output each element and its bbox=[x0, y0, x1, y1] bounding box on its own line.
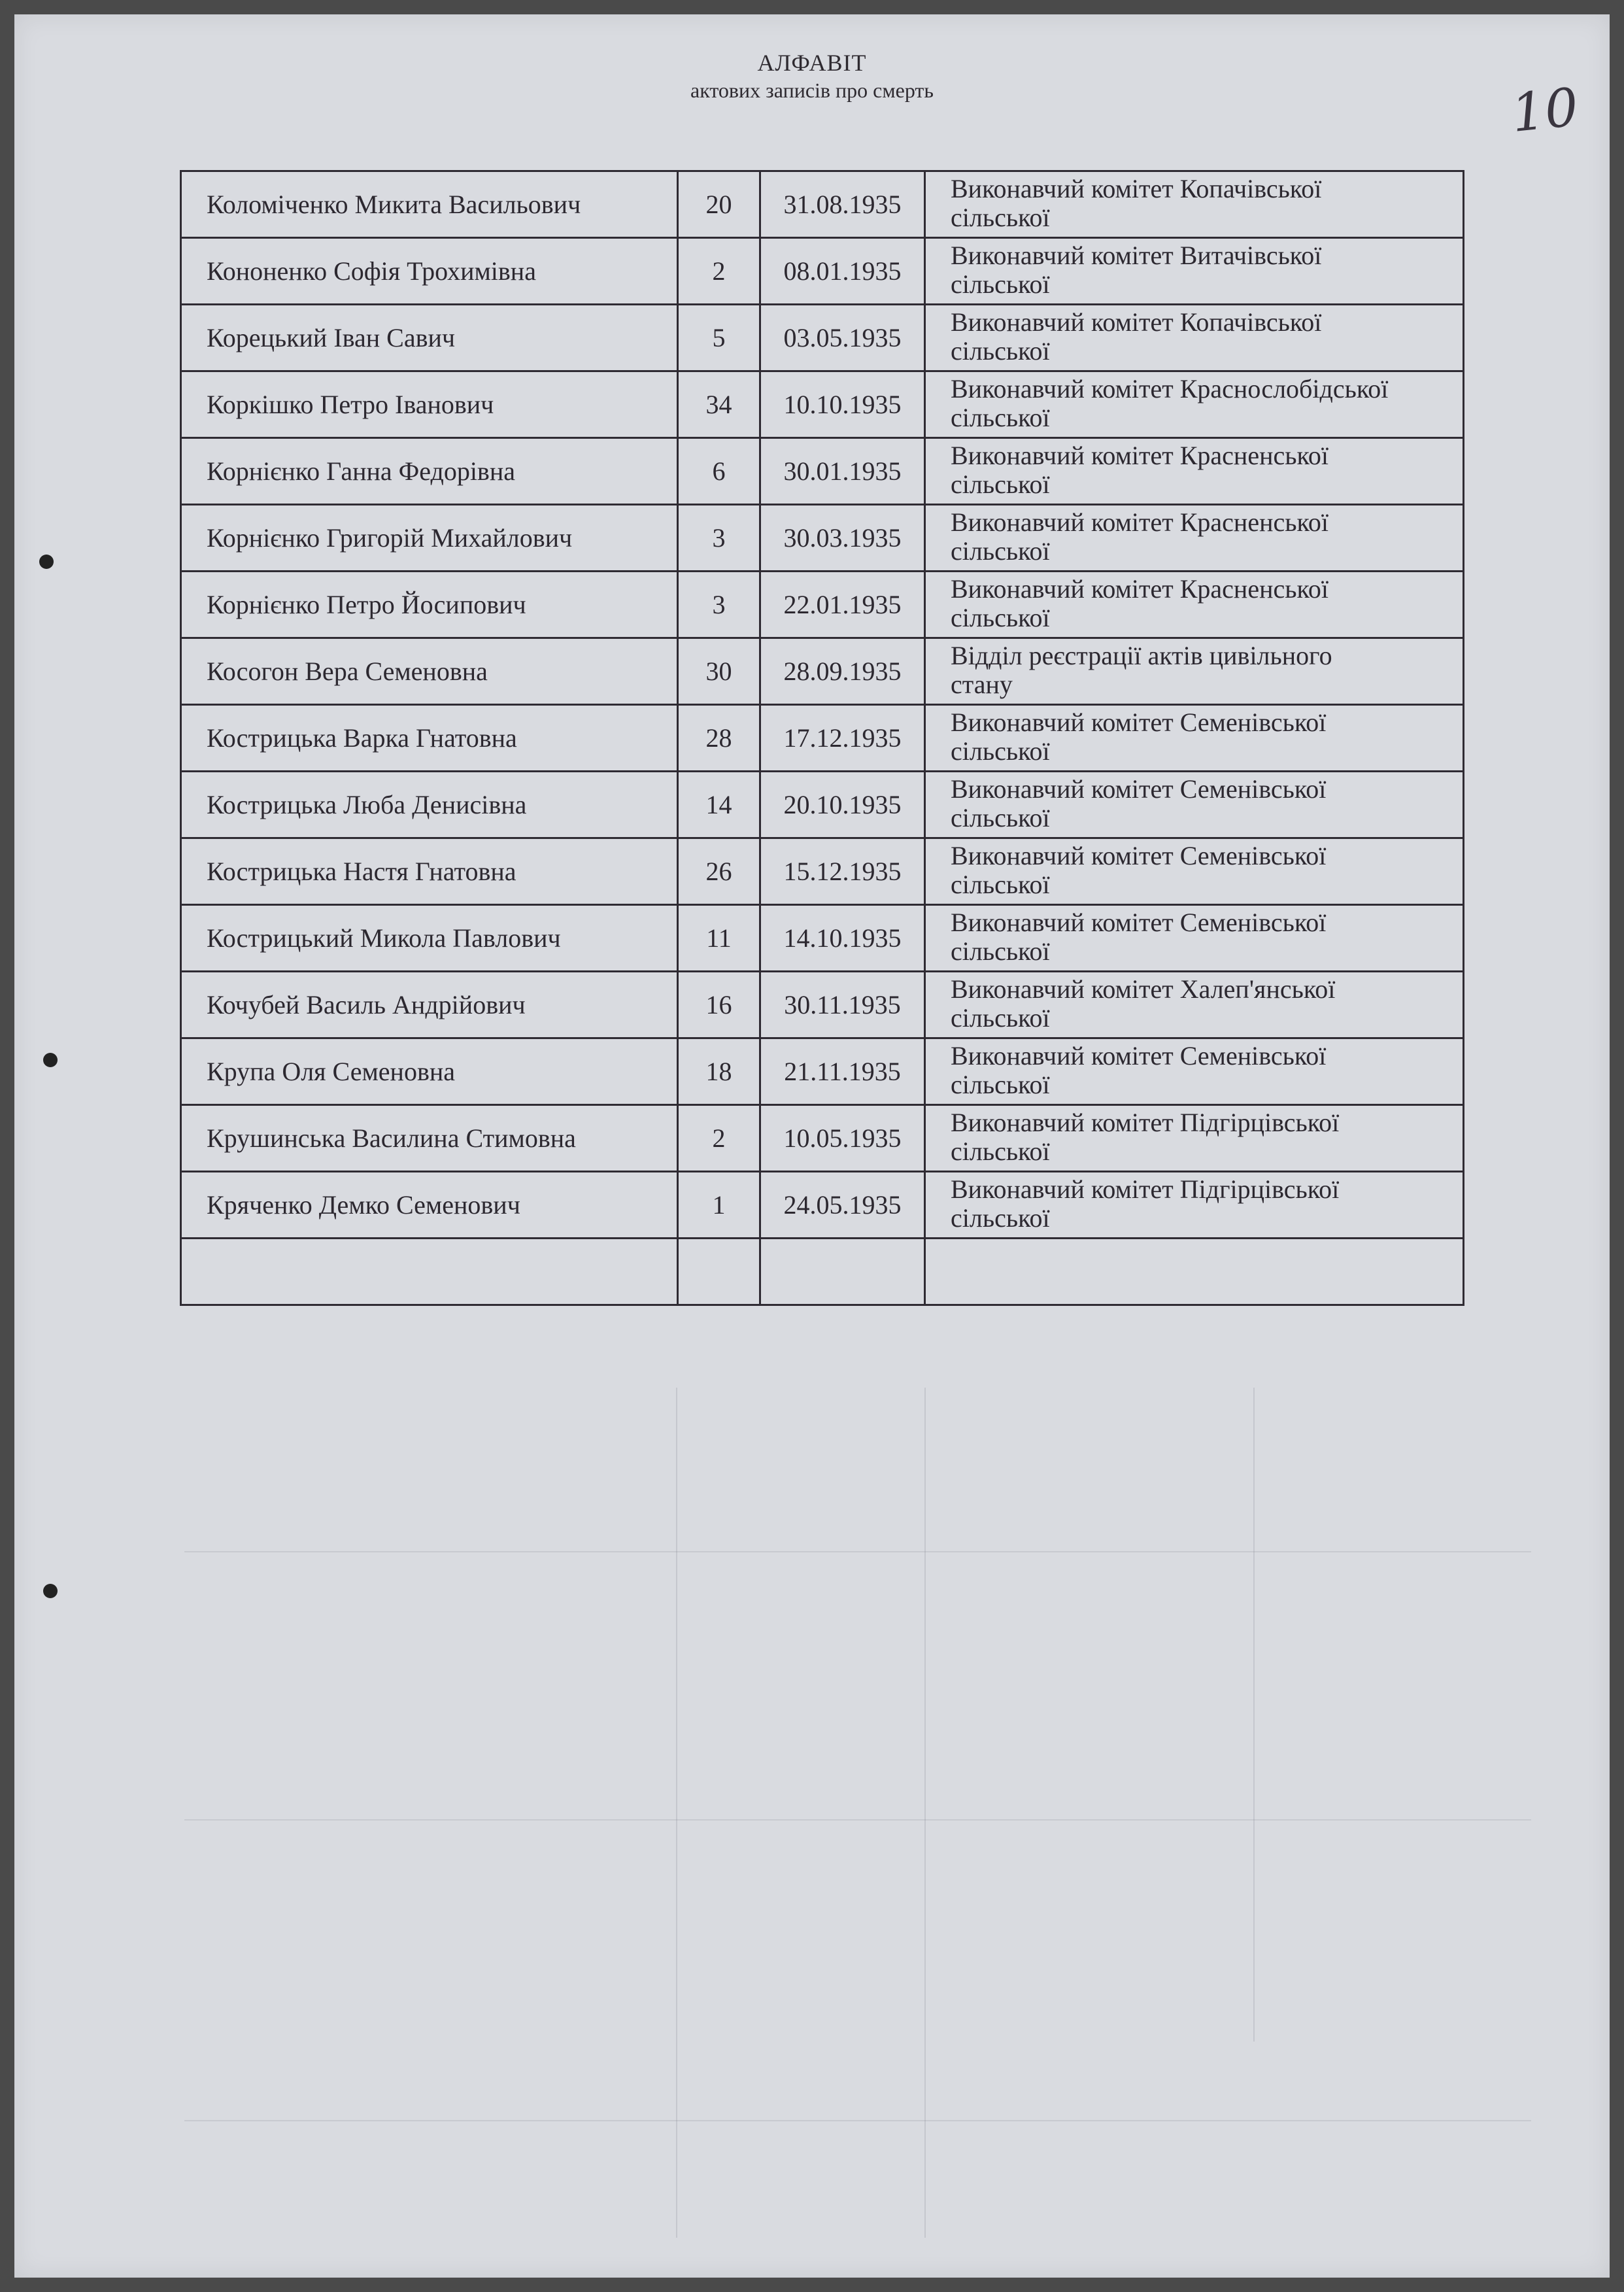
office-line-2: сільської bbox=[951, 1137, 1050, 1166]
record-number: 1 bbox=[678, 1172, 760, 1239]
table-row bbox=[181, 838, 1464, 905]
record-date: 10.05.1935 bbox=[760, 1105, 925, 1172]
table-row bbox=[181, 371, 1464, 438]
office-line-2: сільської bbox=[951, 536, 1050, 566]
table-row bbox=[181, 905, 1464, 972]
registering-office bbox=[925, 238, 1464, 305]
table-row bbox=[181, 171, 1464, 238]
record-number: 11 bbox=[678, 905, 760, 972]
bleed-through-line bbox=[1253, 1388, 1255, 2042]
registering-office bbox=[925, 1105, 1464, 1172]
person-name: Кострицька Варка Гнатовна bbox=[181, 705, 678, 772]
punch-hole-icon bbox=[43, 1584, 58, 1598]
office-line-1: Виконавчий комітет Халеп'янської bbox=[951, 974, 1336, 1004]
record-number: 5 bbox=[678, 305, 760, 371]
office-line-1: Виконавчий комітет Красненської bbox=[951, 574, 1328, 604]
office-line-2: сільської bbox=[951, 803, 1050, 832]
office-line-2: сільської bbox=[951, 936, 1050, 966]
record-date: 22.01.1935 bbox=[760, 572, 925, 638]
record-number: 26 bbox=[678, 838, 760, 905]
table-row bbox=[181, 1105, 1464, 1172]
record-number: 3 bbox=[678, 505, 760, 572]
document-subtitle: актових записів про смерть bbox=[690, 78, 934, 102]
table-row bbox=[181, 238, 1464, 305]
table-row bbox=[181, 638, 1464, 705]
person-name: Кононенко Софія Трохимівна bbox=[181, 238, 678, 305]
record-number: 2 bbox=[678, 238, 760, 305]
punch-hole-icon bbox=[39, 555, 54, 569]
person-name: Кострицька Люба Денисівна bbox=[181, 772, 678, 838]
office-line-1: Відділ реєстрації актів цивільного bbox=[951, 641, 1332, 670]
registering-office bbox=[925, 1172, 1464, 1239]
name-cell bbox=[181, 1239, 678, 1305]
bleed-through-line bbox=[676, 1388, 677, 2238]
office-line-2: сільської bbox=[951, 470, 1050, 499]
record-date: 17.12.1935 bbox=[760, 705, 925, 772]
office-line-2: сільської bbox=[951, 1003, 1050, 1033]
office-line-1: Виконавчий комітет Семенівської bbox=[951, 708, 1327, 737]
record-number: 20 bbox=[678, 171, 760, 238]
office-cell bbox=[925, 1239, 1464, 1305]
office-line-2: сільської bbox=[951, 403, 1050, 432]
office-line-1: Виконавчий комітет Витачівської bbox=[951, 241, 1322, 270]
document-title: АЛФАВІТ bbox=[757, 50, 867, 76]
punch-hole-icon bbox=[43, 1053, 58, 1067]
record-number: 14 bbox=[678, 772, 760, 838]
office-line-2: сільської bbox=[951, 203, 1050, 232]
registering-office bbox=[925, 705, 1464, 772]
person-name: Корнієнко Ганна Федорівна bbox=[181, 438, 678, 505]
office-line-1: Виконавчий комітет Семенівської bbox=[951, 841, 1327, 870]
bleed-through-line bbox=[924, 1388, 926, 2238]
registering-office bbox=[925, 305, 1464, 371]
office-line-2: сільської bbox=[951, 1203, 1050, 1233]
record-date: 14.10.1935 bbox=[760, 905, 925, 972]
table-row bbox=[181, 438, 1464, 505]
record-number: 28 bbox=[678, 705, 760, 772]
office-line-1: Виконавчий комітет Красненської bbox=[951, 507, 1328, 537]
table-row bbox=[181, 572, 1464, 638]
table-row-empty bbox=[181, 1239, 1464, 1305]
office-line-1: Виконавчий комітет Підгірцівської bbox=[951, 1108, 1340, 1137]
table-row bbox=[181, 1172, 1464, 1239]
person-name: Корнієнко Григорій Михайлович bbox=[181, 505, 678, 572]
person-name: Крупа Оля Семеновна bbox=[181, 1038, 678, 1105]
record-date: 21.11.1935 bbox=[760, 1038, 925, 1105]
record-number: 18 bbox=[678, 1038, 760, 1105]
handwritten-folio-number: 10 bbox=[1508, 76, 1582, 145]
record-number: 30 bbox=[678, 638, 760, 705]
bleed-through-line bbox=[184, 1819, 1531, 1821]
person-name: Корецький Іван Савич bbox=[181, 305, 678, 371]
record-number: 6 bbox=[678, 438, 760, 505]
person-name: Кострицький Микола Павлович bbox=[181, 905, 678, 972]
bleed-through-line bbox=[184, 1551, 1531, 1552]
registering-office bbox=[925, 638, 1464, 705]
office-line-2: сільської bbox=[951, 336, 1050, 366]
person-name: Кострицька Настя Гнатовна bbox=[181, 838, 678, 905]
office-line-2: сільської bbox=[951, 603, 1050, 632]
office-line-2: сільської bbox=[951, 736, 1050, 766]
office-line-1: Виконавчий комітет Семенівської bbox=[951, 774, 1327, 804]
record-date: 03.05.1935 bbox=[760, 305, 925, 371]
bleed-through-line bbox=[184, 2120, 1531, 2121]
record-number: 34 bbox=[678, 371, 760, 438]
registering-office bbox=[925, 1038, 1464, 1105]
person-name: Кряченко Демко Семенович bbox=[181, 1172, 678, 1239]
office-line-1: Виконавчий комітет Краснослобідської bbox=[951, 374, 1389, 403]
office-line-2: сільської bbox=[951, 870, 1050, 899]
office-line-1: Виконавчий комітет Підгірцівської bbox=[951, 1174, 1340, 1204]
registering-office bbox=[925, 972, 1464, 1038]
person-name: Корнієнко Петро Йосипович bbox=[181, 572, 678, 638]
person-name: Коломіченко Микита Васильович bbox=[181, 171, 678, 238]
registering-office bbox=[925, 171, 1464, 238]
document-header bbox=[14, 48, 1610, 103]
record-number: 16 bbox=[678, 972, 760, 1038]
registering-office bbox=[925, 438, 1464, 505]
record-date: 30.01.1935 bbox=[760, 438, 925, 505]
person-name: Коркішко Петро Іванович bbox=[181, 371, 678, 438]
record-date: 20.10.1935 bbox=[760, 772, 925, 838]
office-line-1: Виконавчий комітет Семенівської bbox=[951, 908, 1327, 937]
record-date: 30.11.1935 bbox=[760, 972, 925, 1038]
office-line-1: Виконавчий комітет Копачівської bbox=[951, 307, 1322, 337]
table-row bbox=[181, 705, 1464, 772]
person-name: Крушинська Василина Стимовна bbox=[181, 1105, 678, 1172]
date-cell bbox=[760, 1239, 925, 1305]
document-page bbox=[14, 14, 1610, 2278]
table-row bbox=[181, 772, 1464, 838]
record-number: 3 bbox=[678, 572, 760, 638]
table-row bbox=[181, 305, 1464, 371]
office-line-1: Виконавчий комітет Семенівської bbox=[951, 1041, 1327, 1070]
record-date: 15.12.1935 bbox=[760, 838, 925, 905]
person-name: Кочубей Василь Андрійович bbox=[181, 972, 678, 1038]
record-date: 31.08.1935 bbox=[760, 171, 925, 238]
table-row bbox=[181, 505, 1464, 572]
office-line-2: сільської bbox=[951, 269, 1050, 299]
record-date: 30.03.1935 bbox=[760, 505, 925, 572]
record-date: 10.10.1935 bbox=[760, 371, 925, 438]
death-records-table bbox=[180, 170, 1464, 1306]
table-row bbox=[181, 1038, 1464, 1105]
record-date: 24.05.1935 bbox=[760, 1172, 925, 1239]
registering-office bbox=[925, 505, 1464, 572]
registering-office bbox=[925, 772, 1464, 838]
record-date: 28.09.1935 bbox=[760, 638, 925, 705]
office-line-2: стану bbox=[951, 670, 1013, 699]
table-row bbox=[181, 972, 1464, 1038]
registering-office bbox=[925, 572, 1464, 638]
registering-office bbox=[925, 371, 1464, 438]
person-name: Косогон Вера Семеновна bbox=[181, 638, 678, 705]
record-number: 2 bbox=[678, 1105, 760, 1172]
office-line-1: Виконавчий комітет Красненської bbox=[951, 441, 1328, 470]
registering-office bbox=[925, 905, 1464, 972]
office-line-1: Виконавчий комітет Копачівської bbox=[951, 174, 1322, 203]
record-number-cell bbox=[678, 1239, 760, 1305]
office-line-2: сільської bbox=[951, 1070, 1050, 1099]
record-date: 08.01.1935 bbox=[760, 238, 925, 305]
registering-office bbox=[925, 838, 1464, 905]
